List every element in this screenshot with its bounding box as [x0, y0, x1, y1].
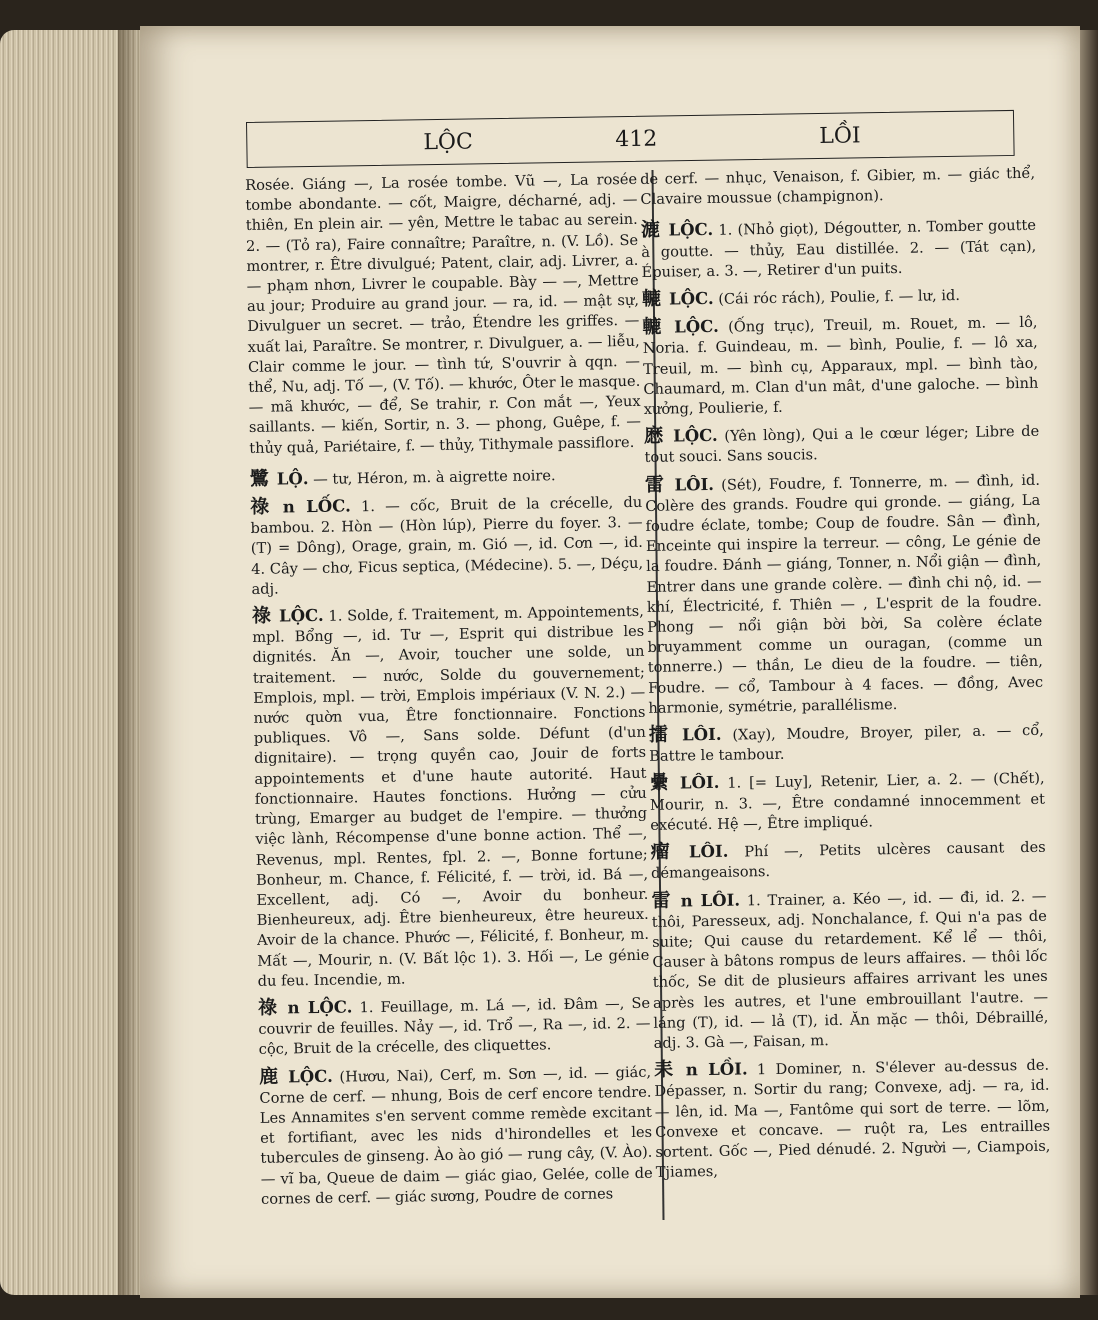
dictionary-entry: [644, 420, 1040, 469]
dictionary-entry: [654, 1054, 1051, 1183]
book-right-edge: [1078, 30, 1098, 1295]
dictionary-entry: [258, 992, 651, 1061]
dictionary-entry: [651, 884, 1049, 1054]
han-character: 祿: [251, 604, 272, 628]
headword: n LỘC.: [287, 997, 353, 1018]
entry-continuation: de cerf. — nhục, Venaison, f. Gibier, m. — giác thể, Clavaire moussue (champignon).: [640, 164, 1036, 209]
header-right-word: LỒI: [819, 123, 861, 149]
headword: LỘC.: [674, 317, 719, 337]
han-character: 耒: [653, 1058, 678, 1082]
entry-definition: (Xay), Moudre, Broyer, piler, a. — cổ, Battre le tambour.: [649, 721, 1044, 766]
dictionary-entry: [642, 311, 1039, 420]
dictionary-entry: [259, 1060, 653, 1210]
entry-definition: (Ống trục), Treuil, m. Rouet, m. — lô, Noria. f. Guindeau, m. — bình, Poulie, f. — lô xa, Treuil, m. — bình cụ, Apparaux, mpl. — bình tào, Chaumard, m. Clan d'un mât, d'une galoche. — bình xưởng, Poulierie, f.: [642, 313, 1039, 419]
han-character: 轆: [642, 315, 667, 339]
entry-definition: 1. Solde, f. Traitement, m. Appointements, mpl. Bổng —, id. Tư —, Esprit qui distribue les dignités. Ăn —, Avoir, toucher une solde, un traitement. — nước, Solde du gouvernement; Emplois, mpl. — trời, Emplois impériaux (V. N. 2.) — nước quờn vua, Être fonctionnaire. Fonctions publiques. Vô —, Sans solde. Défunt (d'un dignitaire). — trọng quyền cao, Jouir de forts appointements et d'une haute autorité. Haut fonctionnaire. Hautes fonctions. Hưởng — cửu trùng, Emarger au budget de l'empire. — thưởng việc lành, Récompense d'une bonne action. Thể —, Revenus, mpl. Rentes, fpl. 2. —, Bonne fortune; Bonheur, m. Chance, f. Félicité, f. — trời, id. Bá —, Excellent, adj. Có —, Avoir du bonheur. Bienheureux, adj. Être bienheureux, être heureux. Avoir de la chance. Phước —, Félicité, f. Bonheur, m. Mất —, Mourir, n. (V. Bất lộc 1). 3. Hối —, Le génie du feu. Incendie, m.: [252, 602, 650, 990]
entry-definition: — tư, Héron, m. à aigrette noire.: [308, 467, 556, 488]
headword: n LỐC.: [282, 496, 351, 517]
entry-definition: Phí —, Petits ulcères causant des démangeaisons.: [650, 838, 1046, 883]
headword: LỘC.: [278, 605, 324, 626]
dictionary-entry: [645, 468, 1044, 719]
headword: LÔI.: [688, 841, 729, 862]
entry-definition: (Yên lòng), Qui a le cœur léger; Libre de tout souci. Sans soucis.: [644, 422, 1040, 467]
right-column: [640, 164, 1051, 1189]
headword: n LÔI.: [680, 890, 741, 910]
han-character: 雷: [644, 473, 667, 496]
headword: LỘ.: [276, 468, 309, 489]
headword: LỘC.: [673, 426, 718, 446]
dictionary-entry: [641, 214, 1037, 283]
dictionary-entry: [252, 600, 650, 992]
headword: LỘC.: [288, 1066, 333, 1086]
entry-definition: 1. [= Luy], Retenir, Lier, a. 2. — (Chết), Mourir, n. 3. —, Être condamné innocemment et exécuté. Hệ —, Être impliqué.: [649, 770, 1046, 834]
entry-continuation: Rosée. Giáng —, La rosée tombe. Vũ —, La rosée tombe abondante. — cốt, Maigre, décharné, adj. — thiên, En plein air. — yên, Mettre le tabac au serein. 2. — (Tỏ ra), Faire connaître; Paraître, n. (V. Lồ). Se montrer, r. Être divulgué; Patent, clair, adj. Livrer, a. — phạm nhơn, Livrer le coupable. Bày — —, Mettre au jour; Produire au grand jour. — ra, id. — mật sự, Divulguer un secret. — trảo, Étendre les griffes. — xuất lai, Paraître. Se montrer, r. Divulguer, a. — liễu, Clair comme le jour. — tình tứ, S'ouvrir à qqn. — thể, Nu, adj. Tố —, (V. Tố). — khước, Ôter le masque. — mã khước, — để, Se trahir, r. Con mắt —, Yeux saillants. — kiến, Sortir, n. 3. — phong, Guêpe, f. — thủy quả, Pariétaire, f. — thủy, Tithymale passiflore.: [245, 170, 642, 457]
header-left-word: LỘC: [423, 129, 474, 156]
han-character: 漉: [640, 219, 661, 242]
han-character: 祿: [257, 996, 280, 1019]
entry-definition: 1. (Nhỏ giọt), Dégoutter, n. Tomber goutte à goutte. — thủy, Eau distillée. 2. — (Tát cạn), Épuiser, a. 3. —, Retirer d'un puits.: [641, 217, 1037, 281]
dictionary-entry: [651, 836, 1047, 885]
headword: LÔI.: [679, 773, 720, 793]
han-character: 鷺: [249, 467, 269, 490]
left-column: [245, 170, 653, 1216]
dictionary-entry: [649, 719, 1045, 768]
page-number: 412: [615, 126, 658, 153]
han-character: 擂: [648, 723, 675, 747]
entry-definition: 1. Feuillage, m. Lá —, id. Đâm —, Se couvrir de feuilles. Nảy —, id. Trổ —, Ra —, id. 2. — cộc, Bruit de la crécelle, des cliquettes.: [258, 994, 651, 1059]
entry-definition: 1. Trainer, a. Kéo —, id. — đi, id. 2. — thôi, Paresseux, adj. Nonchalance, f. Qui n'a pas de suite; Qui cause du retardement. Kể lể — thôi, Causer à bâtons rompus de leurs affaires. — thôi lốc thốc, Se dit de plusieurs affaires arrivant les unes après les autres, et l'une embrouillant l'autre. — láng (T), id. — lả (T), id. Ăn mặc — thôi, Débraillé, adj. 3. Gà —, Faisan, m.: [651, 887, 1049, 1052]
entry-definition: 1 Dominer, n. S'élever au-dessus de. Dépasser, n. Sortir du rang; Convexe, adj. — ra, id. — lên, id. Ma —, Fantôme qui sort de terre. — lõm, Convexe et concave. — ruột ra, Les entrailles sortent. Gốc —, Pied dénudé. 2. Người —, Ciampois, Tjiames,: [654, 1056, 1051, 1182]
dictionary-entry: [649, 767, 1045, 836]
entry-definition: (Cái róc rách), Poulie, f. — lư, id.: [713, 287, 961, 308]
han-character: 轆: [641, 287, 662, 310]
dictionary-entry: [250, 463, 642, 491]
dictionary-entry: [642, 283, 1037, 311]
entry-definition: (Sét), Foudre, f. Tonnerre, m. — đình, id. Colère des grands. Foudre qui gronde. — giáng, La foudre éclate, tombe; Coup de foudre. Sân — đình, Enceinte qui inspire la terreur. — công, Le génie de la foudre. Đánh — giáng, Tonner, n. Nổi giận — đình, Entrer dans une grande colère. — đình chi nộ, id. — khí, Électricité, f. Thiên — , L'esprit de la foudre. Phong — nổi giận bời bời, Sa colère éclate bruyamment comme un ouragan, (comme un tonnerre.) — thần, Le dieu de la foudre. — tiên, Foudre. — cổ, Tambour à 4 faces. — đồng, Avec harmonie, symétrie, parallélisme.: [645, 471, 1044, 717]
headword: n LỒI.: [685, 1059, 748, 1080]
han-character: 雷: [651, 889, 673, 912]
han-character: 纍: [649, 772, 673, 795]
dictionary-entry: [250, 491, 644, 600]
headword: LỘC.: [668, 288, 714, 309]
entry-definition: (Hươu, Nai), Cerf, m. Sơn —, id. — giác, Corne de cerf. — nhung, Bois de cerf encore tendre. Les Annamites s'en servent comme remède excitant et fortifiant, avec les nids d'hirondelles et les tubercules de ginseng. Ào ào gió — rung cây, (V. Ào). — vĩ ba, Queue de daim — giác giao, Gelée, colle de cornes de cerf. — giác sương, Poudre de cornes: [259, 1063, 653, 1208]
han-character: 瘤: [650, 840, 682, 864]
han-character: 祿: [250, 495, 275, 519]
han-character: 鹿: [258, 1065, 281, 1088]
entry-definition: 1. — cốc, Bruit de la crécelle, du bambou. 2. Hòn — (Hòn lúp), Pierre du foyer. 3. — (T) = Dông), Orage, grain, m. Gió —, id. Cơn —, id. 4. Cây — chơ, Ficus septica, (Médecine). 5. —, Déçu, adj.: [250, 493, 644, 598]
headword: LỘC.: [668, 220, 714, 240]
han-character: 㦄: [644, 424, 666, 448]
headword: LÔI.: [674, 474, 715, 495]
headword: LÔI.: [681, 724, 722, 745]
